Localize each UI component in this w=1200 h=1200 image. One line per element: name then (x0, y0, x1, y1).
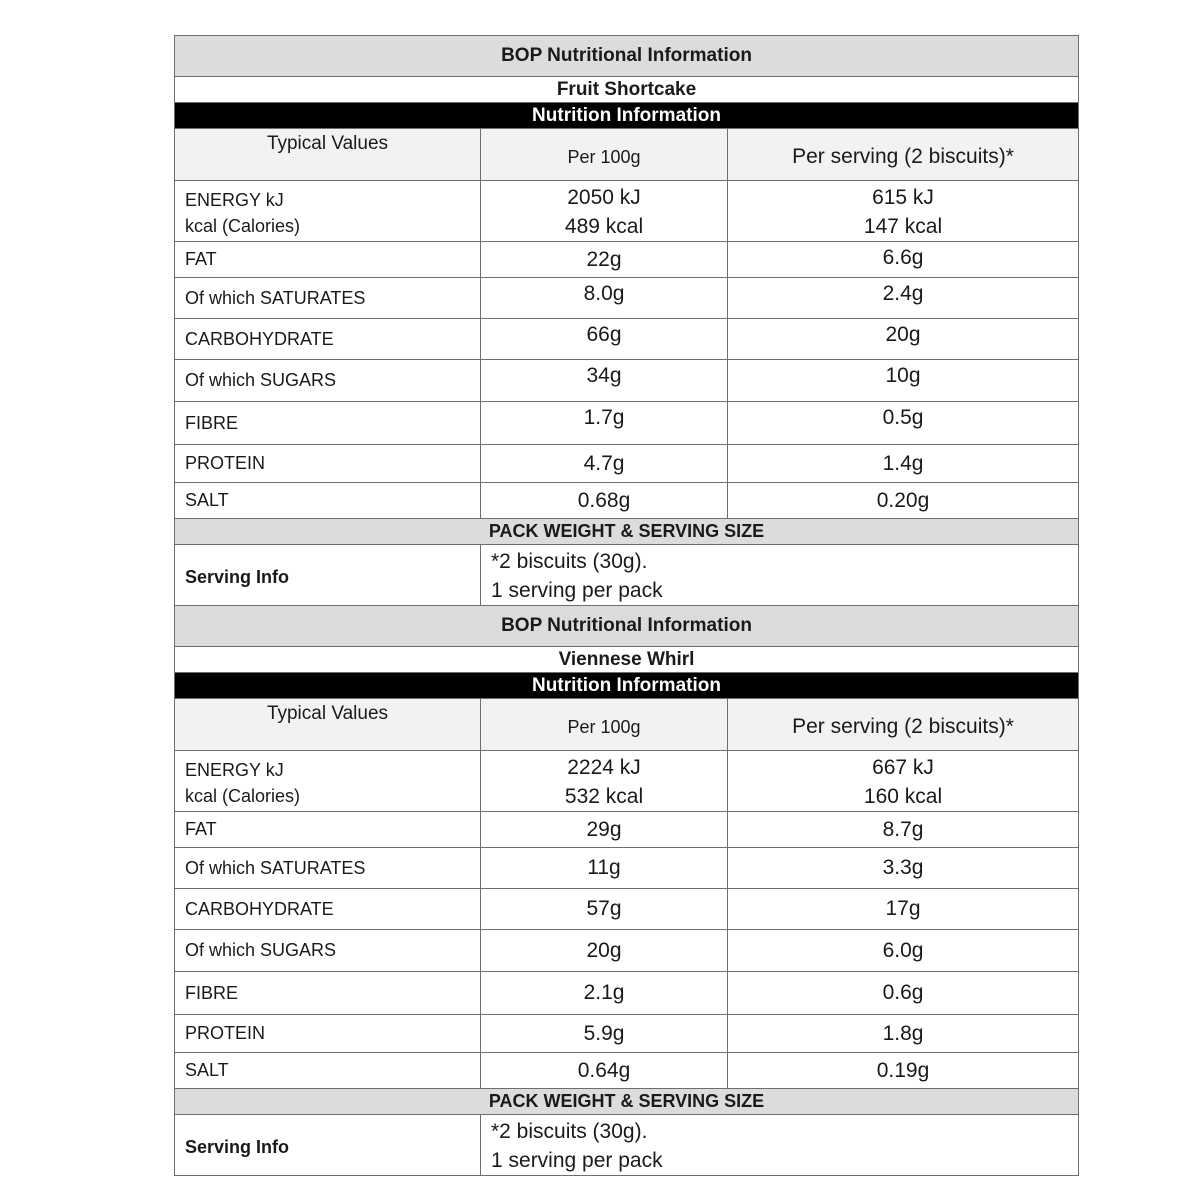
nutrient-per-100g: 0.64g (481, 1053, 728, 1089)
energy-kj-per-100g: 2224 kJ (567, 756, 641, 779)
serving-info-label: Serving Info (175, 545, 481, 606)
nutrient-per-100g: 11g (481, 848, 728, 889)
nutrient-per-serving: 17g (728, 889, 1079, 930)
nutrient-label: Of which SATURATES (175, 278, 481, 319)
energy-per-serving-cell (728, 181, 1079, 242)
serving-info-cell (481, 545, 1079, 606)
section-heading: BOP Nutritional Information (175, 36, 1079, 77)
nutrient-row (175, 445, 1079, 483)
nutrition-document (174, 35, 1078, 1176)
nutrient-label: PROTEIN (175, 1015, 481, 1053)
nutrient-row (175, 319, 1079, 360)
nutrient-row (175, 972, 1079, 1015)
nutrient-per-100g: 5.9g (481, 1015, 728, 1053)
product-name: Fruit Shortcake (175, 77, 1079, 103)
nutrient-label: Of which SUGARS (175, 360, 481, 402)
nutrient-row (175, 360, 1079, 402)
nutrient-label: PROTEIN (175, 445, 481, 483)
energy-per-serving-cell (728, 751, 1079, 812)
section-heading-row (175, 36, 1079, 77)
nutrient-label: CARBOHYDRATE (175, 319, 481, 360)
nutrient-label: FAT (175, 242, 481, 278)
nutrient-per-serving: 0.5g (728, 402, 1079, 445)
energy-kcal-per-serving: 160 kcal (863, 785, 943, 808)
servings-per-pack-text: 1 serving per pack (491, 1149, 663, 1172)
nutrient-per-100g: 4.7g (481, 445, 728, 483)
serving-size-text: *2 biscuits (30g). (491, 550, 648, 573)
energy-row (175, 181, 1079, 242)
nutrient-per-serving: 0.6g (728, 972, 1079, 1015)
typical-values-header: Typical Values (175, 129, 481, 181)
nutrient-per-100g: 57g (481, 889, 728, 930)
energy-row (175, 751, 1079, 812)
per-100g-header: Per 100g (481, 699, 728, 751)
nutrient-per-serving: 8.7g (728, 812, 1079, 848)
per-serving-header: Per serving (2 biscuits)* (728, 699, 1079, 751)
pack-heading: PACK WEIGHT & SERVING SIZE (175, 519, 1079, 545)
section-heading-row (175, 606, 1079, 647)
nutrient-per-serving: 10g (728, 360, 1079, 402)
nutrient-per-serving: 20g (728, 319, 1079, 360)
nutrient-per-100g: 66g (481, 319, 728, 360)
nutrient-per-serving: 0.19g (728, 1053, 1079, 1089)
nutrient-per-serving: 6.0g (728, 930, 1079, 972)
pack-heading: PACK WEIGHT & SERVING SIZE (175, 1089, 1079, 1115)
nutrient-per-100g: 8.0g (481, 278, 728, 319)
nutrition-table (174, 35, 1079, 1176)
per-serving-header: Per serving (2 biscuits)* (728, 129, 1079, 181)
serving-info-row (175, 545, 1079, 606)
nutrient-per-100g: 2.1g (481, 972, 728, 1015)
energy-kcal-per-100g: 532 kcal (564, 785, 644, 808)
energy-kcal-per-serving: 147 kcal (863, 215, 943, 238)
energy-per-100g-cell (481, 181, 728, 242)
typical-values-header: Typical Values (175, 699, 481, 751)
nutrient-row (175, 483, 1079, 519)
nutrient-per-100g: 0.68g (481, 483, 728, 519)
nutrient-per-100g: 22g (481, 242, 728, 278)
nutrient-per-100g: 20g (481, 930, 728, 972)
energy-label-cell (175, 181, 481, 242)
serving-info-label: Serving Info (175, 1115, 481, 1176)
serving-info-row (175, 1115, 1079, 1176)
product-name: Viennese Whirl (175, 647, 1079, 673)
energy-label-cell (175, 751, 481, 812)
energy-kj-label: ENERGY kJ (185, 190, 284, 210)
table-title: Nutrition Information (175, 673, 1079, 699)
energy-kj-per-serving: 615 kJ (872, 186, 934, 209)
serving-size-text: *2 biscuits (30g). (491, 1120, 648, 1143)
nutrient-label: FIBRE (175, 972, 481, 1015)
serving-info-cell (481, 1115, 1079, 1176)
energy-kcal-label: kcal (Calories) (185, 216, 301, 236)
nutrient-row (175, 278, 1079, 319)
nutrient-row (175, 848, 1079, 889)
nutrient-per-serving: 3.3g (728, 848, 1079, 889)
nutrient-label: FIBRE (175, 402, 481, 445)
product-name-row (175, 647, 1079, 673)
nutrient-per-serving: 1.4g (728, 445, 1079, 483)
energy-kj-per-100g: 2050 kJ (567, 186, 641, 209)
nutrient-per-serving: 0.20g (728, 483, 1079, 519)
table-title-row (175, 103, 1079, 129)
servings-per-pack-text: 1 serving per pack (491, 579, 663, 602)
nutrient-per-serving: 1.8g (728, 1015, 1079, 1053)
column-header-row (175, 129, 1079, 181)
nutrient-label: Of which SATURATES (175, 848, 481, 889)
nutrient-label: Of which SUGARS (175, 930, 481, 972)
nutrient-row (175, 1053, 1079, 1089)
nutrient-row (175, 242, 1079, 278)
table-title-row (175, 673, 1079, 699)
nutrient-label: CARBOHYDRATE (175, 889, 481, 930)
energy-kj-label: ENERGY kJ (185, 760, 284, 780)
energy-per-100g-cell (481, 751, 728, 812)
nutrient-row (175, 930, 1079, 972)
table-title: Nutrition Information (175, 103, 1079, 129)
nutrient-row (175, 1015, 1079, 1053)
pack-heading-row (175, 519, 1079, 545)
column-header-row (175, 699, 1079, 751)
nutrient-per-serving: 2.4g (728, 278, 1079, 319)
pack-heading-row (175, 1089, 1079, 1115)
nutrient-per-serving: 6.6g (728, 242, 1079, 278)
nutrient-label: FAT (175, 812, 481, 848)
nutrient-per-100g: 1.7g (481, 402, 728, 445)
nutrient-label: SALT (175, 1053, 481, 1089)
nutrient-label: SALT (175, 483, 481, 519)
nutrient-row (175, 812, 1079, 848)
nutrient-row (175, 402, 1079, 445)
section-heading: BOP Nutritional Information (175, 606, 1079, 647)
energy-kcal-per-100g: 489 kcal (564, 215, 644, 238)
energy-kj-per-serving: 667 kJ (872, 756, 934, 779)
energy-kcal-label: kcal (Calories) (185, 786, 301, 806)
per-100g-header: Per 100g (481, 129, 728, 181)
nutrient-per-100g: 29g (481, 812, 728, 848)
nutrient-row (175, 889, 1079, 930)
nutrient-per-100g: 34g (481, 360, 728, 402)
product-name-row (175, 77, 1079, 103)
